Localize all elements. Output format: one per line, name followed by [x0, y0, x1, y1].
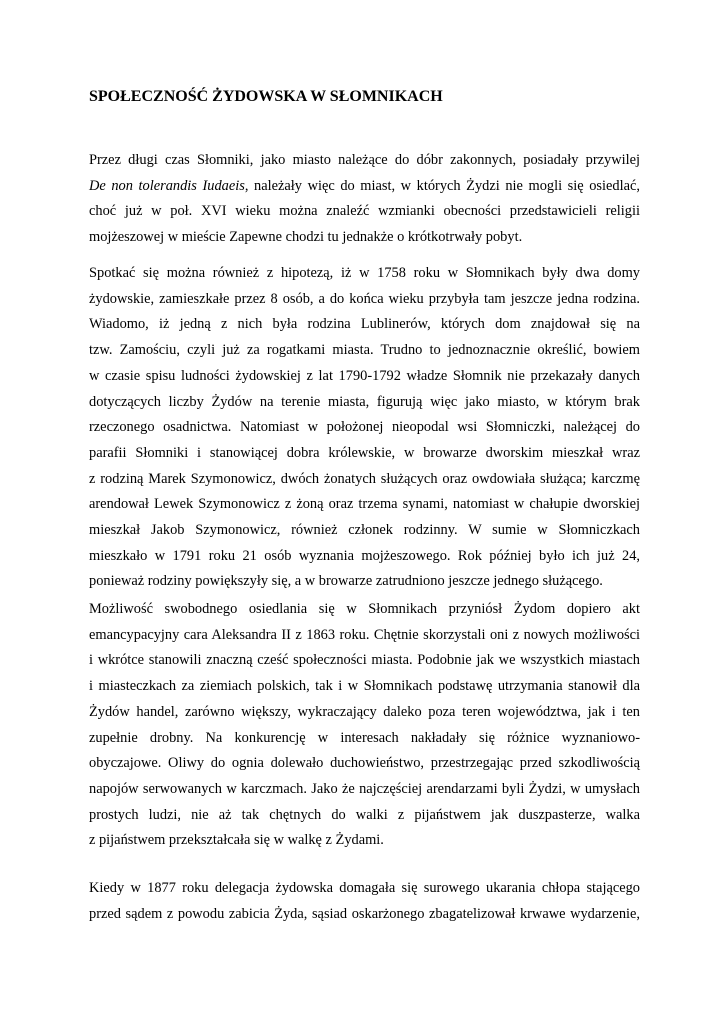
- paragraph-line: żydowskie, zamieszkałe przez 8 osób, a do końca wieku przybyła tam jeszcze jedna rodzina.: [89, 290, 640, 307]
- paragraph-line: Kiedy w 1877 roku delegacja żydowska domagała się surowego ukarania chłopa stającego: [89, 880, 640, 896]
- paragraph-line: parafii Słomniki i stanowiącej dobra królewskie, w browarze dworskim mieszkał wraz: [89, 444, 640, 461]
- paragraph-line: rzeczonego osadnictwa. Natomiast w położonej nieopodal wsi Słomniczki, należącej do: [89, 419, 640, 436]
- document-title: SPOŁECZNOŚĆ ŻYDOWSKA W SŁOMNIKACH: [89, 88, 443, 105]
- paragraph-line: Wiadomo, iż jedną z nich była rodzina Lublinerów, których dom znajdował się na: [89, 316, 640, 333]
- paragraph-line: i wkrótce stanowili znaczną cześć społeczności miasta. Podobnie jak we wszystkich miastach: [89, 652, 640, 669]
- paragraph-line: prostych ludzi, nie aż tak chętnych do walki z pijaństwem jak duszpasterze, walka: [89, 806, 640, 823]
- paragraph-line: dotyczących liczby Żydów na terenie miasta, figurują więc jako miasto, w którym brak: [89, 393, 640, 410]
- paragraph-line: arendował Lewek Szymonowicz z żoną oraz trzema synami, natomiast w chałupie dworskiej: [89, 496, 640, 513]
- paragraph-line: mieszkało w 1791 roku 21 osób wyznania mojżeszowego. Rok później było ich już 24,: [89, 547, 640, 564]
- paragraph-1: [89, 148, 640, 251]
- paragraph-line: choć już w poł. XVI wieku można znaleźć wzmianki obecności przedstawicieli religii: [89, 203, 640, 220]
- paragraph-line: mojżeszowej w mieście Zapewne chodzi tu jednakże o krótkotrwały pobyt.: [89, 229, 523, 246]
- paragraph-line: Możliwość swobodnego osiedlania się w Słomnikach przyniósł Żydom dopiero akt: [89, 601, 640, 617]
- paragraph-line: z rodziną Marek Szymonowicz, dwóch żonatych służących oraz owdowiała służąca; karczmę: [89, 470, 640, 487]
- paragraph-line: De non tolerandis Iudaeis, należały więc do miast, w których Żydzi nie mogli się osiedlać,: [89, 177, 640, 194]
- paragraph-line: zupełnie drobny. Na konkurencję w interesach nakładały się różnice wyznaniowo-: [89, 729, 640, 746]
- paragraph-2: [89, 261, 640, 595]
- paragraph-line: obyczajowe. Oliwy do ognia dolewało duchowieństwo, przestrzegając przed szkodliwością: [89, 755, 640, 772]
- italic-latin-phrase: De non tolerandis Iudaeis: [89, 177, 245, 194]
- paragraph-3: [89, 597, 640, 854]
- paragraph-line: mieszkał Jakob Szymonowicz, również członek rodzinny. W sumie w Słomniczkach: [89, 522, 640, 539]
- paragraph-line: i miasteczkach za ziemiach polskich, tak i w Słomnikach podstawę utrzymania stanowił dla: [89, 678, 640, 695]
- paragraph-line: tzw. Zamościu, czyli już za rogatkami miasta. Trudno to jednoznacznie określić, bowiem: [89, 342, 640, 359]
- paragraph-line: przed sądem z powodu zabicia Żyda, sąsiad oskarżonego zbagatelizował krwawe wydarzenie,: [89, 905, 640, 922]
- paragraph-line: emancypacyjny cara Aleksandra II z 1863 roku. Chętnie skorzystali oni z nowych możliwości: [89, 626, 640, 643]
- paragraph-line: Przez długi czas Słomniki, jako miasto należące do dóbr zakonnych, posiadały przywilej: [89, 152, 640, 168]
- paragraph-line: Żydów handel, zarówno większy, wykraczający daleko poza teren województwa, jak i ten: [89, 703, 640, 720]
- paragraph-line: z pijaństwem przekształcała się w walkę z Żydami.: [89, 832, 384, 849]
- paragraph-line: ponieważ rodziny powiększyły się, a w browarze zatrudniono jeszcze jednego służącego.: [89, 573, 603, 590]
- paragraph-line: w czasie spisu ludności żydowskiej z lat 1790-1792 władze Słomnik nie przekazały danych: [89, 367, 640, 384]
- paragraph-4: [89, 876, 640, 927]
- paragraph-line: Spotkać się można również z hipotezą, iż w 1758 roku w Słomnikach były dwa domy: [89, 265, 640, 281]
- paragraph-line: napojów serwowanych w karczmach. Jako że najczęściej arendarzami byli Żydzi, w umysłach: [89, 780, 640, 797]
